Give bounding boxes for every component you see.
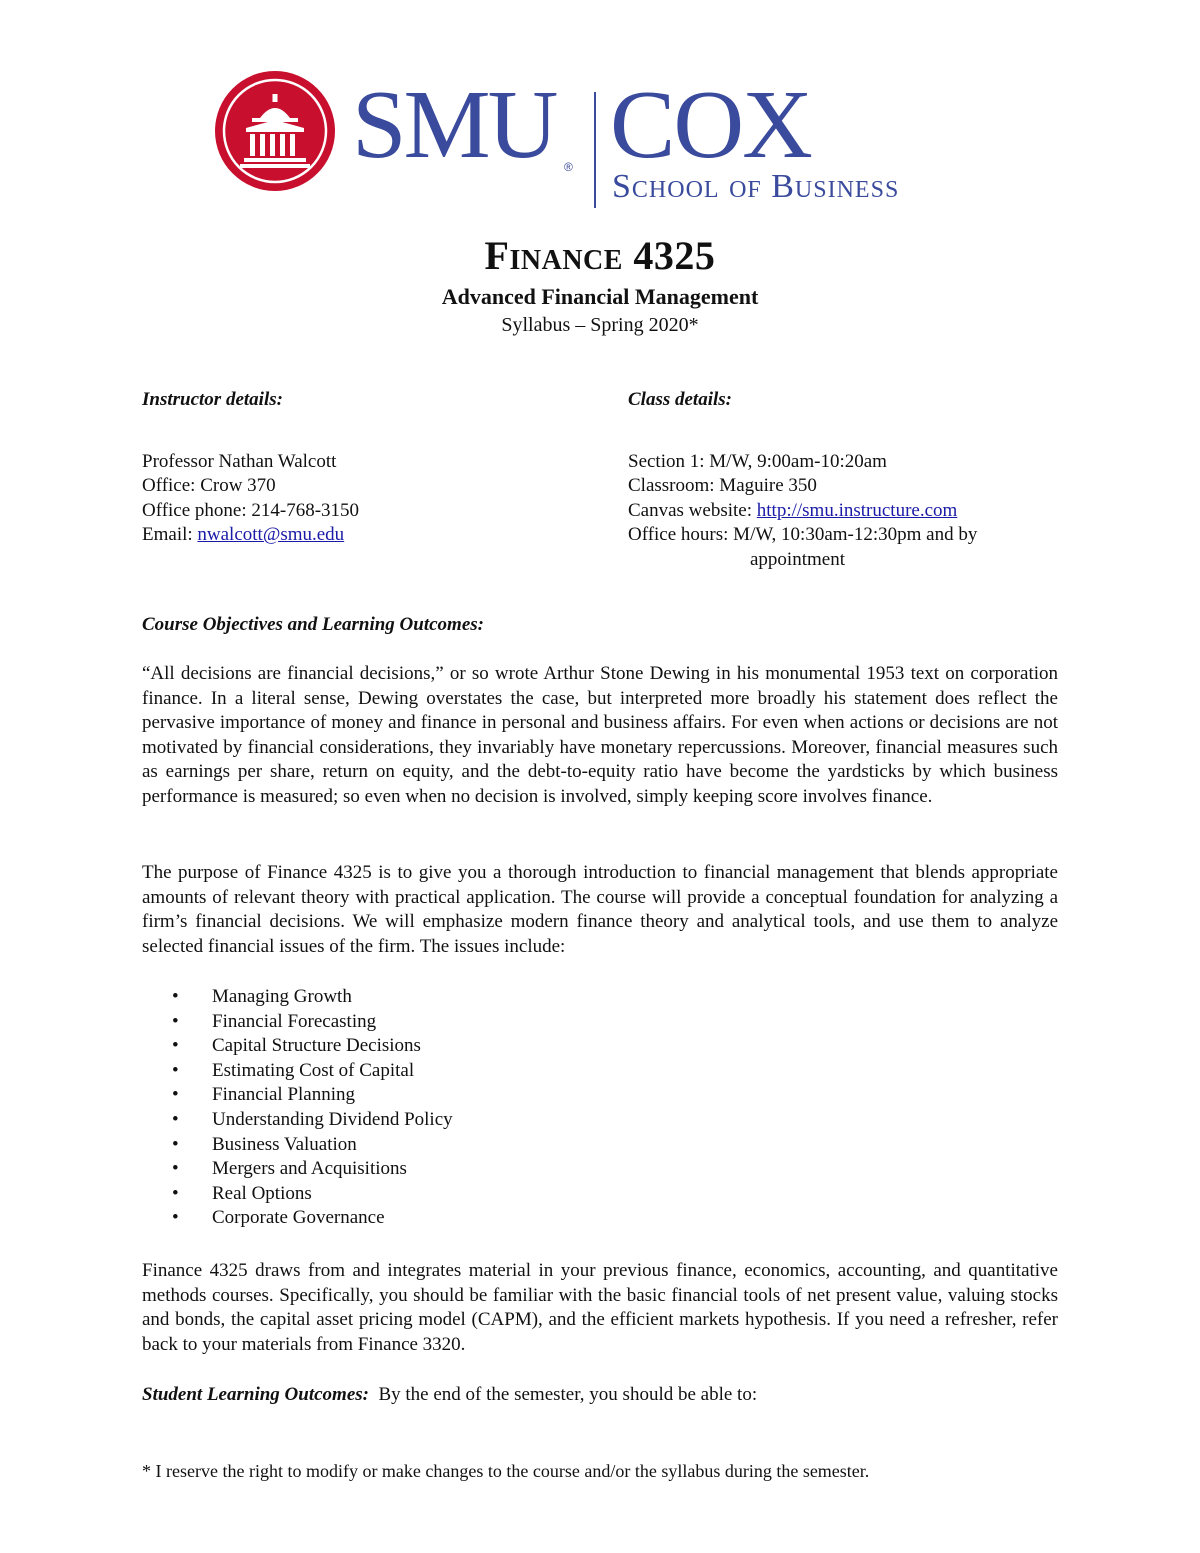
issue-label: Business Valuation	[212, 1133, 357, 1155]
bullet-icon: •	[172, 1133, 179, 1155]
class-heading: Class details:	[628, 389, 732, 410]
smu-seal-icon	[214, 70, 336, 192]
class-details	[628, 388, 1068, 573]
instructor-heading: Instructor details:	[142, 389, 283, 410]
smu-cox-logo	[214, 70, 1004, 210]
outcomes-heading: Student Learning Outcomes:	[142, 1384, 369, 1405]
bullet-icon: •	[172, 1084, 179, 1106]
office-hours-cont: appointment	[750, 548, 845, 570]
school-of-business-wordmark: School of Business	[612, 168, 900, 205]
issue-label: Corporate Governance	[212, 1207, 385, 1229]
bullet-icon: •	[172, 1207, 179, 1229]
instructor-name: Professor Nathan Walcott	[142, 450, 337, 472]
instructor-email-row	[142, 523, 582, 548]
bullet-icon: •	[172, 1010, 179, 1032]
issues-list	[142, 985, 453, 1231]
instructor-details	[142, 388, 582, 548]
cox-wordmark: COX	[610, 71, 811, 179]
bullet-icon: •	[172, 1158, 179, 1180]
bullet-icon: •	[172, 1035, 179, 1057]
class-section: Section 1: M/W, 9:00am-10:20am	[628, 450, 887, 472]
issue-list-item	[142, 1059, 453, 1084]
issue-label: Real Options	[212, 1182, 312, 1204]
email-label: Email:	[142, 524, 198, 546]
bullet-icon: •	[172, 1108, 179, 1130]
syllabus-term: Syllabus – Spring 2020*	[501, 314, 699, 336]
objectives-paragraph-2: The purpose of Finance 4325 is to give you a thorough introduction to financial management that blends appropriate amounts of relevant theory with practical application. The course will provide a conceptual foundation for analyzing a firm’s financial decisions. We will emphasize modern finance theory and analytical tools, and use them to analyze selected financial issues of the firm. The issues include:	[142, 862, 1058, 957]
footnote: * I reserve the right to modify or make changes to the course and/or the syllabus during the semester.	[142, 1461, 870, 1481]
canvas-link[interactable]: http://smu.instructure.com	[756, 499, 958, 521]
canvas-label: Canvas website:	[628, 499, 757, 521]
bullet-icon: •	[172, 1182, 179, 1204]
office-hours: Office hours: M/W, 10:30am-12:30pm and by	[628, 524, 978, 546]
issue-label: Estimating Cost of Capital	[212, 1059, 415, 1081]
outcomes-text: By the end of the semester, you should be able to:	[368, 1384, 758, 1405]
bullet-icon: •	[172, 986, 179, 1007]
objectives-heading: Course Objectives and Learning Outcomes:	[142, 614, 484, 635]
email-link[interactable]: nwalcott@smu.edu	[197, 524, 345, 546]
bullet-icon: •	[172, 1059, 179, 1081]
canvas-row	[628, 499, 1068, 524]
issue-label: Understanding Dividend Policy	[212, 1108, 453, 1130]
issue-label: Mergers and Acquisitions	[212, 1158, 407, 1180]
issue-list-item	[142, 1083, 453, 1108]
issue-list-item	[142, 1010, 453, 1035]
smu-wordmark: SMU	[352, 71, 556, 179]
registered-mark: ®	[564, 160, 573, 174]
issue-list-item	[142, 1157, 453, 1182]
instructor-phone: Office phone: 214-768-3150	[142, 499, 360, 521]
objectives-paragraph-1: “All decisions are financial decisions,” or so wrote Arthur Stone Dewing in his monumental 1953 text on corporation finance. In a literal sense, Dewing overstates the case, but interpreted more broadly his statement does reflect the pervasive importance of money and finance in personal and business affairs. For even when actions or decisions are not motivated by financial considerations, they invariably have monetary repercussions. Moreover, financial measures such as earnings per share, return on equity, and the debt-to-equity ratio have become the yardsticks by which business performance is measured; so even when no decision is involved, simply keeping score involves finance.	[142, 663, 1058, 807]
issue-label: Managing Growth	[212, 986, 352, 1007]
course-title: Finance 4325	[484, 233, 716, 278]
issue-list-item	[142, 1034, 453, 1059]
learning-outcomes	[142, 1383, 1058, 1408]
class-classroom: Classroom: Maguire 350	[628, 475, 817, 497]
instructor-office: Office: Crow 370	[142, 475, 276, 497]
issue-label: Financial Forecasting	[212, 1010, 377, 1032]
issue-label: Capital Structure Decisions	[212, 1035, 421, 1057]
course-subtitle: Advanced Financial Management	[441, 284, 759, 309]
objectives-paragraph-3: Finance 4325 draws from and integrates material in your previous finance, economics, accounting, and quantitative methods courses. Specifically, you should be familiar with the basic financial tools of net present value, valuing stocks and bonds, the capital asset pricing model (CAPM), and the efficient markets hypothesis. If you need a refresher, refer back to your materials from Finance 3320.	[142, 1260, 1058, 1355]
issue-list-item	[142, 985, 453, 1010]
issue-list-item	[142, 1108, 453, 1133]
issue-label: Financial Planning	[212, 1084, 356, 1106]
issue-list-item	[142, 1133, 453, 1158]
issue-list-item	[142, 1206, 453, 1231]
issue-list-item	[142, 1182, 453, 1207]
logo-divider	[594, 92, 596, 208]
